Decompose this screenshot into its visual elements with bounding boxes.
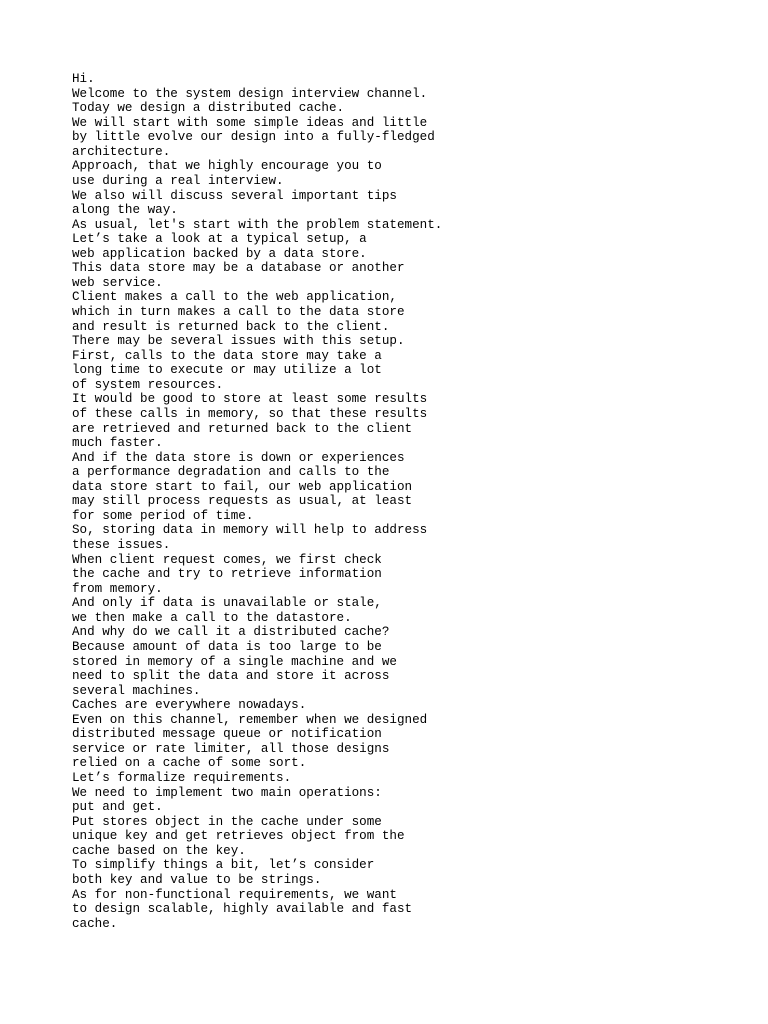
transcript-line: data store start to fail, our web application bbox=[72, 479, 413, 494]
transcript-line: To simplify things a bit, let’s consider bbox=[72, 858, 375, 873]
transcript-line: And only if data is unavailable or stale, bbox=[72, 596, 382, 611]
transcript-line: As for non-functional requirements, we want bbox=[72, 887, 397, 902]
transcript-line: we then make a call to the datastore. bbox=[72, 610, 352, 625]
transcript-line: unique key and get retrieves object from the bbox=[72, 829, 405, 844]
transcript-line: both key and value to be strings. bbox=[72, 872, 322, 887]
transcript-line: stored in memory of a single machine and we bbox=[72, 654, 397, 669]
transcript-line: of system resources. bbox=[72, 377, 224, 392]
transcript-line: need to split the data and store it across bbox=[72, 669, 390, 684]
transcript-line: web service. bbox=[72, 275, 163, 290]
transcript-line: We also will discuss several important tips bbox=[72, 188, 397, 203]
transcript-line: First, calls to the data store may take a bbox=[72, 348, 382, 363]
transcript-line: use during a real interview. bbox=[72, 173, 284, 188]
transcript-line: Approach, that we highly encourage you to bbox=[72, 159, 382, 174]
transcript-line: We will start with some simple ideas and little bbox=[72, 115, 428, 130]
transcript-line: by little evolve our design into a fully-fledged bbox=[72, 130, 435, 145]
transcript-line: cache. bbox=[72, 916, 118, 931]
transcript-line: distributed message queue or notification bbox=[72, 727, 382, 742]
transcript-lines bbox=[72, 72, 732, 931]
transcript-line: cache based on the key. bbox=[72, 843, 246, 858]
transcript-line: Put stores object in the cache under some bbox=[72, 814, 382, 829]
transcript-line: This data store may be a database or another bbox=[72, 261, 405, 276]
transcript-line: put and get. bbox=[72, 800, 163, 815]
transcript-line: a performance degradation and calls to the bbox=[72, 465, 390, 480]
transcript-line: are retrieved and returned back to the client bbox=[72, 421, 413, 436]
transcript-line: along the way. bbox=[72, 203, 178, 218]
transcript-line: long time to execute or may utilize a lot bbox=[72, 363, 382, 378]
transcript-line: may still process requests as usual, at least bbox=[72, 494, 413, 509]
transcript-line: It would be good to store at least some results bbox=[72, 392, 428, 407]
transcript-line: So, storing data in memory will help to address bbox=[72, 523, 428, 538]
transcript-line: When client request comes, we first check bbox=[72, 552, 382, 567]
transcript-line: Client makes a call to the web application, bbox=[72, 290, 397, 305]
transcript-line: for some period of time. bbox=[72, 508, 254, 523]
transcript-line: much faster. bbox=[72, 436, 163, 451]
transcript-line: As usual, let's start with the problem statement. bbox=[72, 217, 443, 232]
transcript-line: Because amount of data is too large to be bbox=[72, 639, 382, 654]
transcript-line: these issues. bbox=[72, 538, 171, 552]
transcript-line: from memory. bbox=[72, 581, 163, 596]
transcript-line: web application backed by a data store. bbox=[72, 246, 367, 261]
transcript-line: Let’s take a look at a typical setup, a bbox=[72, 232, 367, 247]
transcript-line: of these calls in memory, so that these results bbox=[72, 406, 428, 421]
transcript-line: and result is returned back to the client. bbox=[72, 319, 390, 334]
transcript-line: service or rate limiter, all those designs bbox=[72, 741, 390, 756]
transcript-line: And why do we call it a distributed cache? bbox=[72, 625, 390, 640]
transcript-line: which in turn makes a call to the data store bbox=[72, 305, 405, 319]
transcript-line: There may be several issues with this setup. bbox=[72, 334, 405, 349]
transcript-line: Today we design a distributed cache. bbox=[72, 101, 345, 116]
transcript-line: relied on a cache of some sort. bbox=[72, 756, 307, 771]
transcript-line: Hi. bbox=[72, 72, 95, 86]
transcript-line: several machines. bbox=[72, 683, 201, 698]
transcript-line: the cache and try to retrieve information bbox=[72, 567, 382, 582]
transcript-line: And if the data store is down or experiences bbox=[72, 450, 405, 465]
transcript-line: We need to implement two main operations: bbox=[72, 785, 382, 800]
transcript-line: Even on this channel, remember when we designed bbox=[72, 712, 428, 727]
transcript-line: architecture. bbox=[72, 144, 171, 159]
transcript-text-block bbox=[72, 72, 732, 931]
transcript-line: Welcome to the system design interview channel. bbox=[72, 86, 428, 101]
transcript-line: Caches are everywhere nowadays. bbox=[72, 698, 307, 713]
transcript-line: Let’s formalize requirements. bbox=[72, 771, 292, 785]
transcript-line: to design scalable, highly available and fast bbox=[72, 902, 413, 917]
